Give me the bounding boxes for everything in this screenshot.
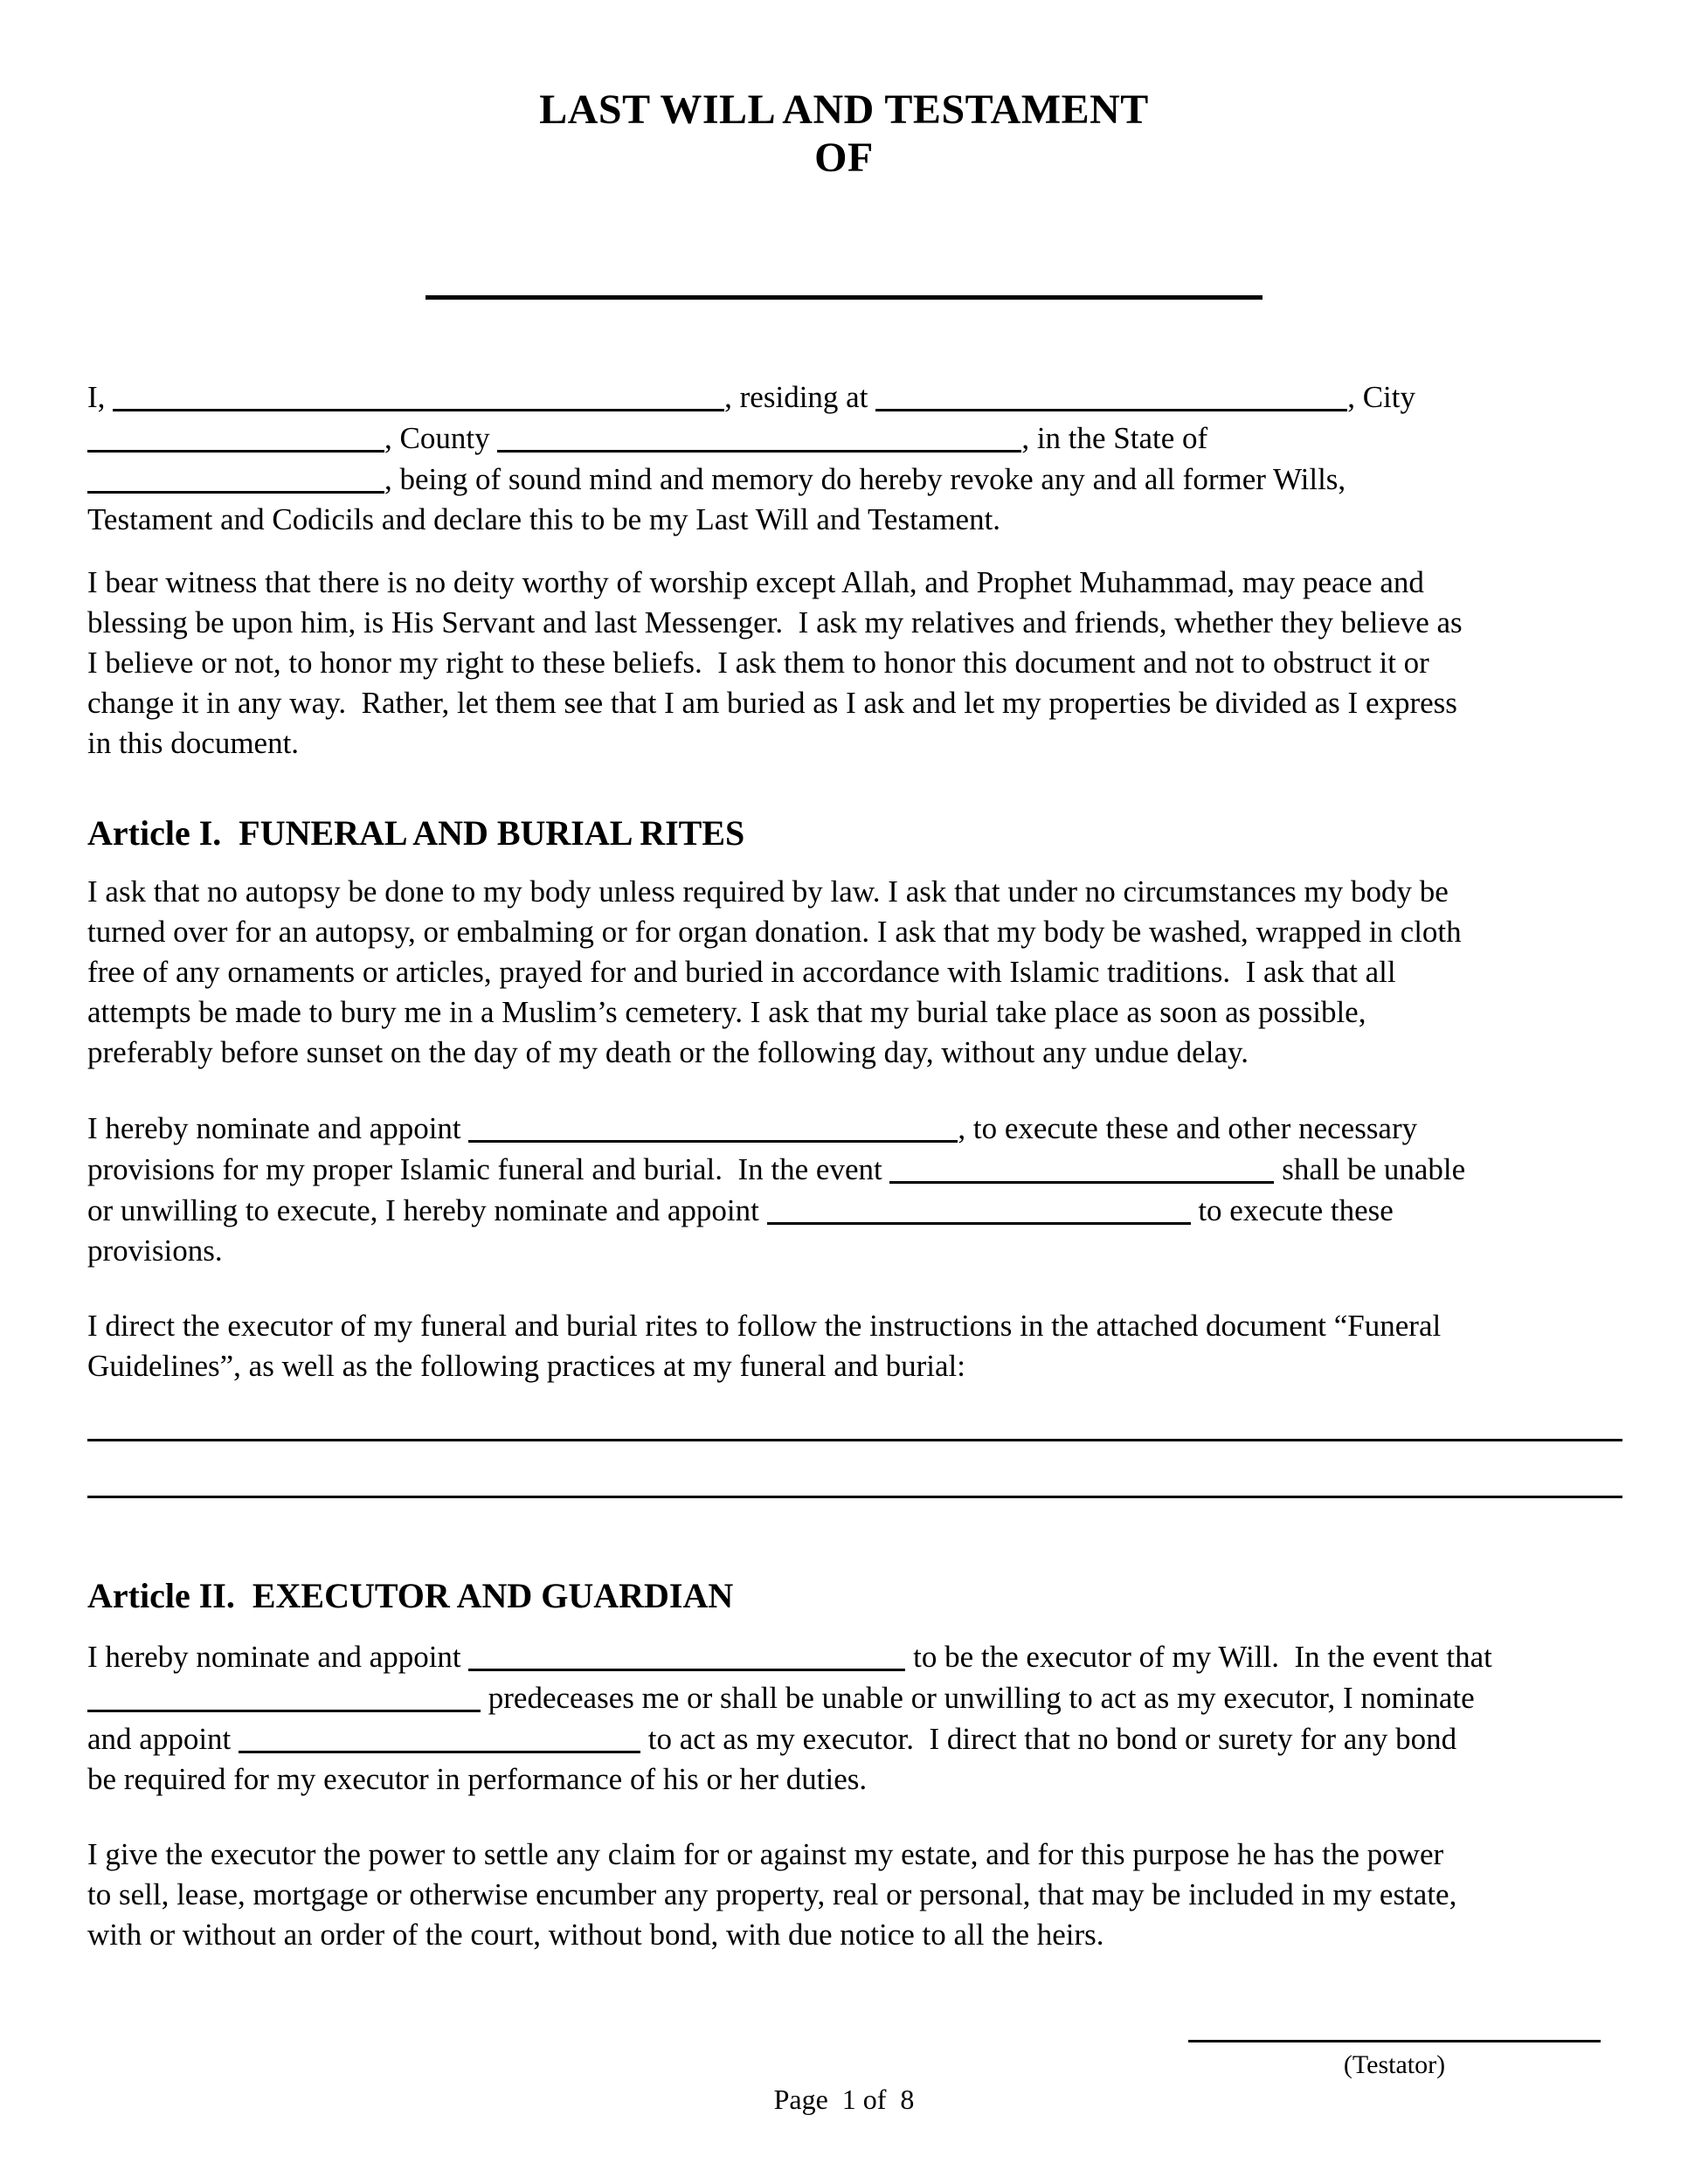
text-line [87,459,1627,500]
text-segment: to act as my executor. I direct that no bond or surety for any bond [640,1722,1457,1756]
text-segment: in this document. [87,726,300,760]
text-segment: I hereby nominate and appoint [87,1111,469,1145]
text-segment: to sell, lease, mortgage or otherwise encumber any property, real or personal, that may be included in my estate, [87,1877,1457,1911]
paragraph-funeral-executor [87,1108,1627,1271]
fill-in-blank-line [87,463,384,494]
text-line [87,1149,1627,1190]
paragraph-executor-powers [87,1835,1627,1955]
paragraph-declaration [87,377,1627,540]
document-body [0,377,1688,1955]
text-line [87,643,1627,683]
text-line [87,1915,1627,1955]
fill-in-blank-line [113,381,724,411]
text-segment: I ask that no autopsy be done to my body unless required by law. I ask that under no circumstances my body be [87,874,1449,909]
text-segment: Guidelines”, as well as the following practices at my funeral and burial: [87,1349,965,1383]
testator-signature-block [1188,2040,1601,2081]
text-segment: , in the State of [1021,421,1208,455]
text-segment: blessing be upon him, is His Servant and last Messenger. I ask my relatives and friends, whether they believe as [87,605,1463,639]
text-segment: and appoint [87,1722,239,1756]
fill-in-blank-line [497,422,1021,453]
fill-in-blank-line [239,1723,640,1753]
text-line [87,1033,1627,1073]
text-line [87,872,1627,912]
text-segment: provisions for my proper Islamic funeral and burial. In the event [87,1152,890,1186]
text-segment: shall be unable [1274,1152,1466,1186]
text-segment: preferably before sunset on the day of my death or the following day, without any undue delay. [87,1035,1249,1069]
page-number: Page 1 of 8 [773,2084,915,2115]
text-line [87,418,1627,459]
article-1-heading: Article I. FUNERAL AND BURIAL RITES [87,813,745,853]
text-segment: I believe or not, to honor my right to these beliefs. I ask them to honor this document and not to obstruct it or [87,646,1429,680]
fill-in-blank-line [87,1682,481,1712]
text-line [87,1108,1627,1149]
text-line [87,723,1627,764]
article-2-heading: Article II. EXECUTOR AND GUARDIAN [87,1576,734,1615]
text-line [87,563,1627,603]
testator-name-blank-line [425,295,1263,300]
document-title [0,0,1688,182]
text-segment: I, [87,380,114,414]
text-segment: change it in any way. Rather, let them see that I am buried as I ask and let my properties be divided as I express [87,686,1457,720]
title-line2: OF [814,135,874,181]
text-segment: to be the executor of my Will. In the event that [905,1640,1492,1674]
text-segment: I bear witness that there is no deity worthy of worship except Allah, and Prophet Muhammad, may peace and [87,565,1424,599]
text-segment: free of any ornaments or articles, prayed for and buried in accordance with Islamic traditions. I ask that all [87,955,1396,989]
fill-in-blank-line [875,381,1347,411]
text-line [87,1759,1627,1800]
text-line [87,1346,1627,1386]
text-line [87,500,1627,540]
text-line [87,377,1627,418]
text-line [87,1636,1627,1677]
paragraph-faith-witness [87,563,1627,764]
text-segment: to execute these [1190,1193,1394,1227]
text-line [87,1231,1627,1271]
fill-in-blank-line [87,1468,1622,1498]
text-line [87,992,1627,1033]
text-line [87,912,1627,952]
text-line [87,603,1627,643]
text-segment: I give the executor the power to settle any claim for or against my estate, and for this purpose he has the power [87,1837,1444,1871]
text-line [87,1190,1627,1231]
text-segment: , City [1347,380,1415,414]
testator-signature-line [1188,2040,1601,2042]
text-line [87,1835,1627,1875]
fill-in-blank-line [468,1641,905,1671]
title-line1: LAST WILL AND TESTAMENT [539,86,1149,133]
text-line [87,1875,1627,1915]
fill-in-blank-line [87,1411,1622,1441]
fill-in-blank-line [889,1153,1274,1184]
text-segment: I hereby nominate and appoint [87,1640,469,1674]
text-segment: be required for my executor in performance of his or her duties. [87,1762,868,1796]
text-segment: predeceases me or shall be unable or unwilling to act as my executor, I nominate [481,1681,1475,1715]
text-line [87,683,1627,723]
paragraph-burial-wishes [87,872,1627,1073]
text-line [87,1455,1627,1512]
paragraph-executor-appointment [87,1636,1627,1800]
text-segment: Testament and Codicils and declare this to be my Last Will and Testament. [87,502,1001,536]
text-segment: provisions. [87,1234,223,1268]
funeral-practices-blank-lines [87,1399,1627,1512]
text-segment: I direct the executor of my funeral and burial rites to follow the instructions in the attached document “Funeral [87,1309,1442,1343]
text-segment: , County [384,421,498,455]
text-line [87,1399,1627,1455]
paragraph-funeral-guidelines [87,1306,1627,1386]
text-segment: , being of sound mind and memory do hereby revoke any and all former Wills, [384,462,1346,496]
text-segment: with or without an order of the court, without bond, with due notice to all the heirs. [87,1918,1104,1952]
text-segment: attempts be made to bury me in a Muslim’s cemetery. I ask that my burial take place as soon as possible, [87,995,1366,1029]
fill-in-blank-line [87,422,384,453]
text-segment: , residing at [724,380,876,414]
text-segment: or unwilling to execute, I hereby nominate and appoint [87,1193,767,1227]
text-segment: turned over for an autopsy, or embalming or for organ donation. I ask that my body be washed, wrapped in cloth [87,915,1462,949]
text-segment: , to execute these and other necessary [958,1111,1418,1145]
text-line [87,1677,1627,1718]
text-line [87,1306,1627,1346]
testator-label: (Testator) [1343,2050,1446,2079]
fill-in-blank-line [468,1112,958,1143]
fill-in-blank-line [767,1194,1191,1225]
text-line [87,952,1627,992]
text-line [87,1718,1627,1759]
